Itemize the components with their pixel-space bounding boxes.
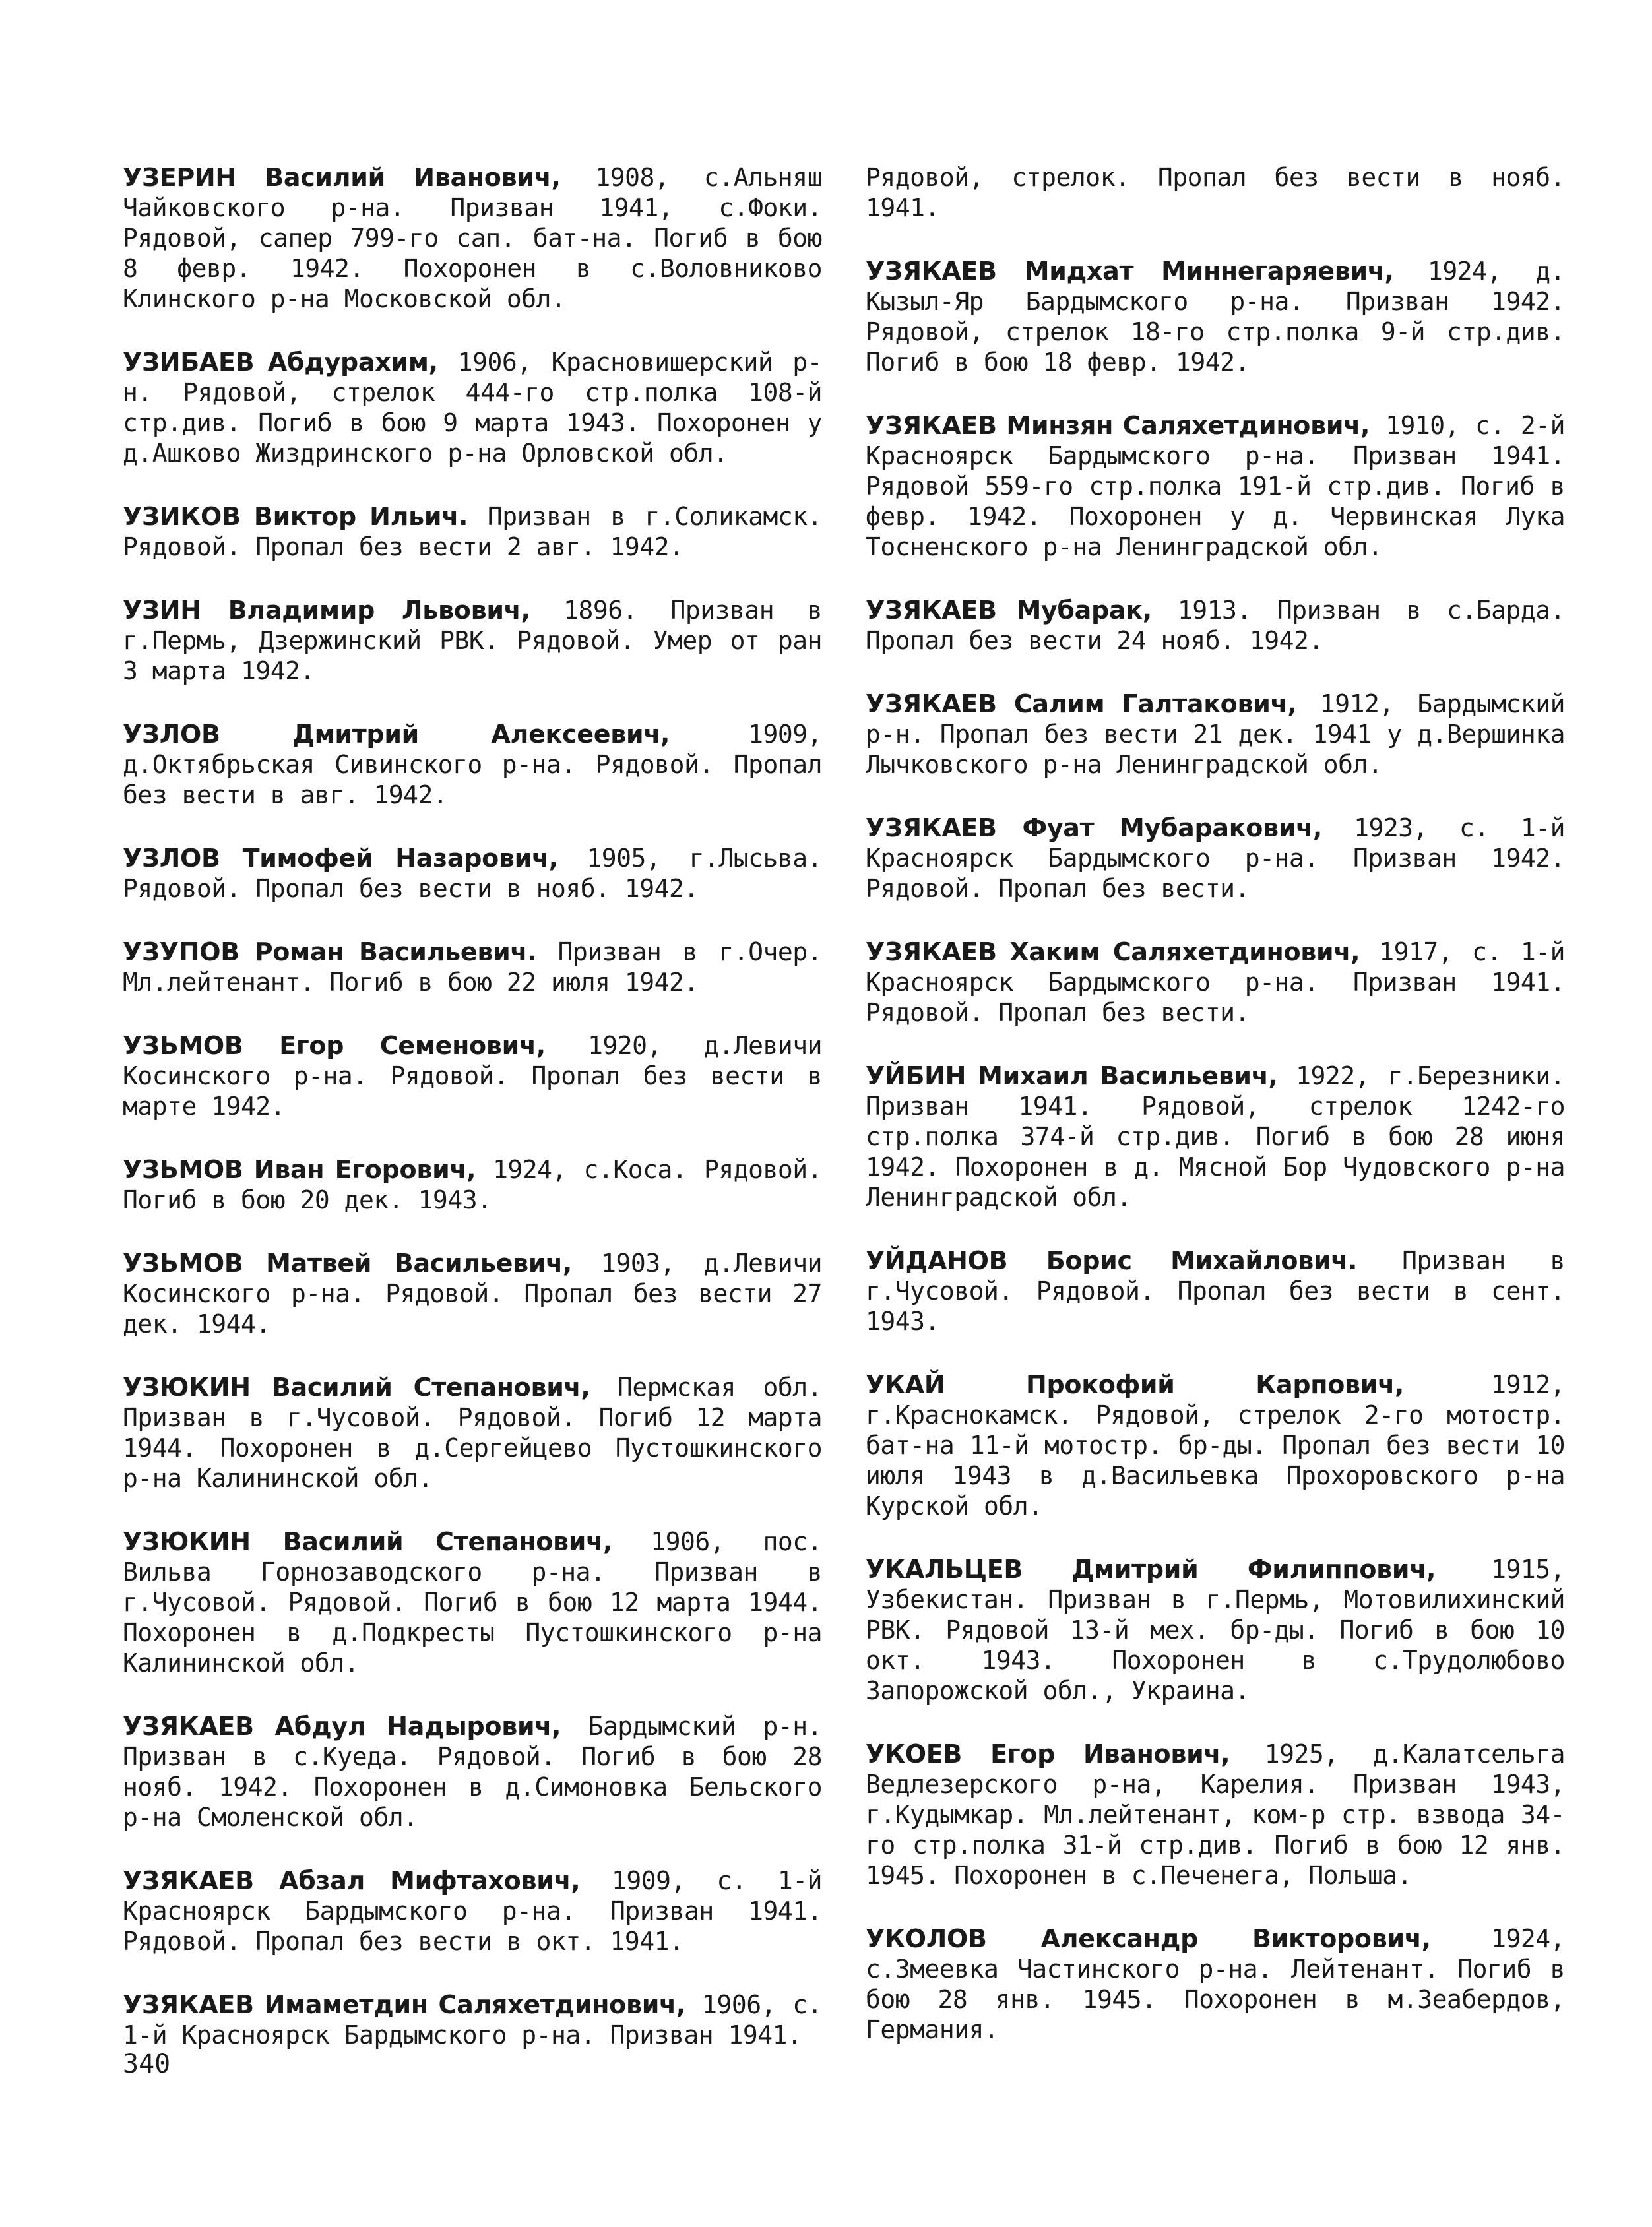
person-name: УЗЯКАЕВ Имаметдин Саляхетдинович, bbox=[123, 1990, 685, 2019]
entry-details: Пермская обл. Призван в г.Чусовой. Рядовой. Погиб 12 марта 1944. Похоронен в д.Сергейцево Пустошкинского р-на Калининской обл. bbox=[123, 1373, 822, 1493]
entry-details: 1908, с.Альняш Чайковского р-на. Призван 1941, с.Фоки. Рядовой, сапер 799-го сап. бат-на. Погиб в бою 8 февр. 1942. Похоронен в с.Воловниково Клинского р-на Московской обл. bbox=[123, 163, 822, 313]
entry-details: 1910, с. 2-й Красноярск Бардымского р-на. Призван 1941. Рядовой 559-го стр.полка 191-й стр.див. Погиб в февр. 1942. Похоронен у д. Червинская Лука Тосненского р-на Ленинградской обл. bbox=[866, 411, 1566, 561]
biography-entry bbox=[866, 689, 1565, 780]
biography-entry bbox=[123, 1030, 822, 1121]
entry-details: 1903, д.Левичи Косинского р-на. Рядовой. Пропал без вести 27 дек. 1944. bbox=[123, 1249, 822, 1338]
biography-entry bbox=[866, 937, 1565, 1028]
entry-details: 1906, с. 1-й Красноярск Бардымского р-на. Призван 1941. bbox=[123, 1990, 822, 2050]
biography-entry bbox=[866, 1061, 1565, 1212]
entry-details: 1920, д.Левичи Косинского р-на. Рядовой. Пропал без вести в марте 1942. bbox=[123, 1031, 823, 1121]
left-column bbox=[123, 162, 822, 2083]
person-name: УЗЯКАЕВ Абзал Мифтахович, bbox=[123, 1866, 581, 1895]
person-name: УЗЯКАЕВ Мубарак, bbox=[866, 596, 1152, 625]
biography-entry bbox=[123, 1526, 822, 1678]
entry-details: 1922, г.Березники. Призван 1941. Рядовой, стрелок 1242-го стр.полка 374-й стр.див. Погиб в бою 28 июня 1942. Похоронен в д. Мясной Бор Чудовского р-на Ленинградской обл. bbox=[866, 1061, 1565, 1212]
biography-entry bbox=[123, 1154, 822, 1215]
biography-entry bbox=[123, 1711, 822, 1833]
biography-entry bbox=[123, 1866, 822, 1957]
entry-details: 1924, с.Змеевка Частинского р-на. Лейтенант. Погиб в бою 28 янв. 1945. Похоронен в м.Зеабердов, Германия. bbox=[866, 1924, 1565, 2044]
entry-details: Призван в г.Соликамск. Рядовой. Пропал без вести 2 авг. 1942. bbox=[123, 502, 822, 561]
entry-details: 1912, г.Краснокамск. Рядовой, стрелок 2-го мотостр. бат-на 11-й мотостр. бр-ды. Пропал без вести 10 июля 1943 в д.Васильевка Прохоровского р-на Курской обл. bbox=[866, 1370, 1565, 1521]
biography-entry bbox=[866, 162, 1565, 223]
biography-entry bbox=[866, 1369, 1565, 1521]
person-name: УЗИБАЕВ Абдурахим, bbox=[123, 348, 438, 377]
biography-entry bbox=[866, 1245, 1565, 1336]
biography-entry bbox=[866, 410, 1565, 562]
biography-entry bbox=[123, 937, 822, 997]
entry-details: 1906, Красновишерский р-н. Рядовой, стрелок 444-го стр.полка 108-й стр.див. Погиб в бою 9 марта 1943. Похоронен у д.Ашково Жиздринского р-на Орловской обл. bbox=[123, 348, 822, 468]
person-name: УЗЯКАЕВ Фуат Мубаракович, bbox=[866, 813, 1323, 842]
person-name: УЗЯКАЕВ Минзян Саляхетдинович, bbox=[866, 411, 1370, 440]
person-name: УЗЬМОВ Егор Семенович, bbox=[123, 1031, 546, 1060]
entry-details: 1923, с. 1-й Красноярск Бардымского р-на. Призван 1942. Рядовой. Пропал без вести. bbox=[866, 813, 1565, 903]
entry-details: 1906, пос. Вильва Горнозаводского р-на. Призван в г.Чусовой. Рядовой. Погиб в бою 12 марта 1944. Похоронен в д.Подкресты Пустошкинского р-на Калининской обл. bbox=[123, 1527, 822, 1678]
person-name: УЙДАНОВ Борис Михайлович. bbox=[866, 1246, 1358, 1275]
biography-entry bbox=[123, 1248, 822, 1339]
biography-entry bbox=[123, 501, 822, 562]
entry-details: 1925, д.Калатсельга Ведлезерского р-на, Карелия. Призван 1943, г.Кудымкар. Мл.лейтенант, ком-р стр. взвода 34-го стр.полка 31-й стр.див. Погиб в бою 12 янв. 1945. Похоронен в с.Печенега, Польша. bbox=[866, 1740, 1565, 1890]
person-name: УКОЕВ Егор Иванович, bbox=[866, 1740, 1230, 1769]
person-name: УЗЯКАЕВ Абдул Надырович, bbox=[123, 1712, 561, 1741]
biography-entry bbox=[866, 1554, 1565, 1706]
person-name: УЗЮКИН Василий Степанович, bbox=[123, 1373, 590, 1402]
entry-details: 1915, Узбекистан. Призван в г.Пермь, Мотовилихинский РВК. Рядовой 13-й мех. бр-ды. Погиб в бою 10 окт. 1943. Похоронен в с.Трудолюбово Запорожской обл., Украина. bbox=[866, 1555, 1565, 1705]
biography-entry bbox=[123, 843, 822, 904]
person-name: УЗИКОВ Виктор Ильич. bbox=[123, 502, 468, 531]
biography-entry bbox=[123, 1990, 822, 2050]
entry-details: 1924, д. Кызыл-Яр Бардымского р-на. Призван 1942. Рядовой, стрелок 18-го стр.полка 9-й стр.див. Погиб в бою 18 февр. 1942. bbox=[866, 257, 1565, 377]
biography-entry bbox=[866, 256, 1565, 377]
person-name: УЗЯКАЕВ Хаким Саляхетдинович, bbox=[866, 937, 1360, 966]
person-name: УЗЬМОВ Иван Егорович, bbox=[123, 1155, 476, 1184]
biography-entry bbox=[123, 595, 822, 686]
person-name: УКАЙ Прокофий Карпович, bbox=[866, 1370, 1404, 1399]
page-number: 340 bbox=[123, 2049, 171, 2079]
entry-details: 1924, с.Коса. Рядовой. Погиб в бою 20 дек. 1943. bbox=[123, 1155, 822, 1214]
person-name: УЗЛОВ Дмитрий Алексеевич, bbox=[123, 720, 670, 749]
biography-entry bbox=[123, 719, 822, 810]
person-name: УЗЬМОВ Матвей Васильевич, bbox=[123, 1249, 573, 1278]
entry-details: Призван в г.Чусовой. Рядовой. Пропал без вести в сент. 1943. bbox=[866, 1246, 1565, 1336]
right-column bbox=[866, 162, 1565, 2078]
entry-details: 1905, г.Лысьва. Рядовой. Пропал без вести в нояб. 1942. bbox=[123, 844, 823, 903]
person-name: УЗЕРИН Василий Иванович, bbox=[123, 163, 561, 192]
person-name: УЗЛОВ Тимофей Назарович, bbox=[123, 844, 558, 873]
entry-details: Рядовой, стрелок. Пропал без вести в нояб. 1941. bbox=[866, 163, 1565, 222]
entry-details: 1912, Бардымский р-н. Пропал без вести 21 дек. 1941 у д.Вершинка Лычковского р-на Ленинградской обл. bbox=[866, 689, 1565, 779]
entry-details: Бардымский р-н. Призван в с.Куеда. Рядовой. Погиб в бою 28 нояб. 1942. Похоронен в д.Симоновка Бельского р-на Смоленской обл. bbox=[123, 1712, 822, 1832]
entry-details: 1896. Призван в г.Пермь, Дзержинский РВК. Рядовой. Умер от ран 3 марта 1942. bbox=[123, 596, 823, 685]
person-name: УЗЯКАЕВ Салим Галтакович, bbox=[866, 689, 1297, 718]
biography-entry bbox=[123, 347, 822, 468]
entry-details: Призван в г.Очер. Мл.лейтенант. Погиб в бою 22 июля 1942. bbox=[123, 937, 822, 997]
person-name: УКОЛОВ Александр Викторович, bbox=[866, 1924, 1431, 1953]
biography-entry bbox=[866, 1924, 1565, 2045]
entry-details: 1917, с. 1-й Красноярск Бардымского р-на. Призван 1941. Рядовой. Пропал без вести. bbox=[866, 937, 1565, 1027]
person-name: УЗЮКИН Василий Степанович, bbox=[123, 1527, 613, 1556]
person-name: УЗЯКАЕВ Мидхат Миннегаряевич, bbox=[866, 257, 1394, 286]
biography-entry bbox=[123, 1372, 822, 1493]
person-name: УЗИН Владимир Львович, bbox=[123, 596, 530, 625]
entry-details: 1909, с. 1-й Красноярск Бардымского р-на. Призван 1941. Рядовой. Пропал без вести в окт. 1941. bbox=[123, 1866, 822, 1956]
entry-details: 1913. Призван в с.Барда. Пропал без вести 24 нояб. 1942. bbox=[866, 596, 1565, 655]
biography-entry bbox=[866, 813, 1565, 904]
person-name: УЙБИН Михаил Васильевич, bbox=[866, 1061, 1278, 1090]
person-name: УКАЛЬЦЕВ Дмитрий Филиппович, bbox=[866, 1555, 1436, 1584]
biography-entry bbox=[866, 1739, 1565, 1891]
biography-entry bbox=[866, 595, 1565, 656]
biography-entry bbox=[123, 162, 822, 314]
entry-details: 1909, д.Октябрьская Сивинского р-на. Рядовой. Пропал без вести в авг. 1942. bbox=[123, 720, 822, 809]
person-name: УЗУПОВ Роман Васильевич. bbox=[123, 937, 537, 966]
